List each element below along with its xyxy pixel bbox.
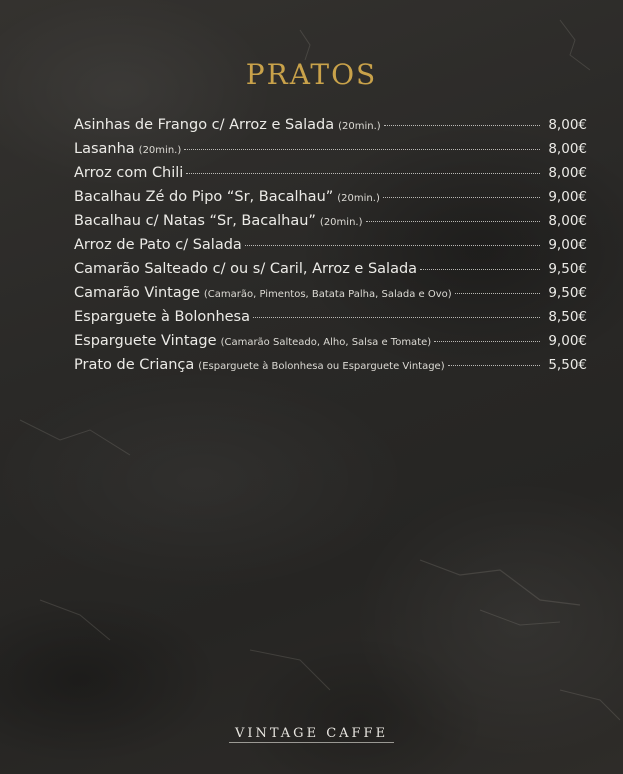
dish-price: 8,50€ [548,309,587,325]
dot-leader [434,341,540,342]
dish-name: Esparguete Vintage [74,333,217,349]
dish-note: (Esparguete à Bolonhesa ou Esparguete Vintage) [198,361,445,372]
menu-item [74,261,587,285]
dish-price: 8,00€ [548,213,587,229]
dish-price: 8,00€ [548,117,587,133]
dot-leader [384,125,541,126]
menu-item [74,213,587,237]
dish-name: Esparguete à Bolonhesa [74,309,250,325]
dish-name: Camarão Salteado c/ ou s/ Caril, Arroz e Salada [74,261,418,277]
dish-price: 8,00€ [548,165,587,181]
dish-price: 8,00€ [548,141,587,157]
dish-name: Prato de Criança [74,357,195,373]
dish-note: (20min.) [319,217,363,228]
dish-name: Lasanha [74,141,135,157]
dish-price: 9,00€ [548,189,587,205]
cafe-logo [0,722,623,743]
dish-name: Bacalhau c/ Natas “Sr, Bacalhau” [74,213,316,229]
dot-leader [448,365,541,366]
menu-item [74,309,587,333]
dish-note: (Camarão Salteado, Alho, Salsa e Tomate) [220,337,432,348]
dot-leader [383,197,540,198]
menu-item [74,141,587,165]
dish-name: Arroz de Pato c/ Salada [74,237,242,253]
dish-name: Camarão Vintage [74,285,200,301]
dish-name: Arroz com Chili [74,165,184,181]
dish-note: (20min.) [338,121,381,132]
dot-leader [420,269,540,270]
dish-note: (20min.) [138,145,182,156]
menu-item [74,285,587,309]
dish-price: 5,50€ [548,357,587,373]
menu-title: PRATOS [245,58,378,91]
menu-item [74,357,587,381]
dish-name: Asinhas de Frango c/ Arroz e Salada [74,117,335,133]
dish-price: 9,00€ [548,237,587,253]
dot-leader [186,173,540,174]
dot-leader [245,245,541,246]
dish-note: (Camarão, Pimentos, Batata Palha, Salada e Ovo) [203,289,452,300]
dish-price: 9,50€ [548,261,587,277]
dot-leader [184,149,540,150]
menu-item [74,117,587,141]
dish-name: Bacalhau Zé do Pipo “Sr, Bacalhau” [74,189,334,205]
menu-item [74,189,587,213]
logo-text: VINTAGE CAFFE [229,726,394,743]
menu-item [74,237,587,261]
dish-note: (20min.) [337,193,380,204]
dish-price: 9,00€ [548,333,587,349]
menu-item [74,165,587,189]
dot-leader [253,317,540,318]
menu-list [74,117,587,381]
dot-leader [366,221,541,222]
dot-leader [455,293,541,294]
menu-item [74,333,587,357]
dish-price: 9,50€ [548,285,587,301]
